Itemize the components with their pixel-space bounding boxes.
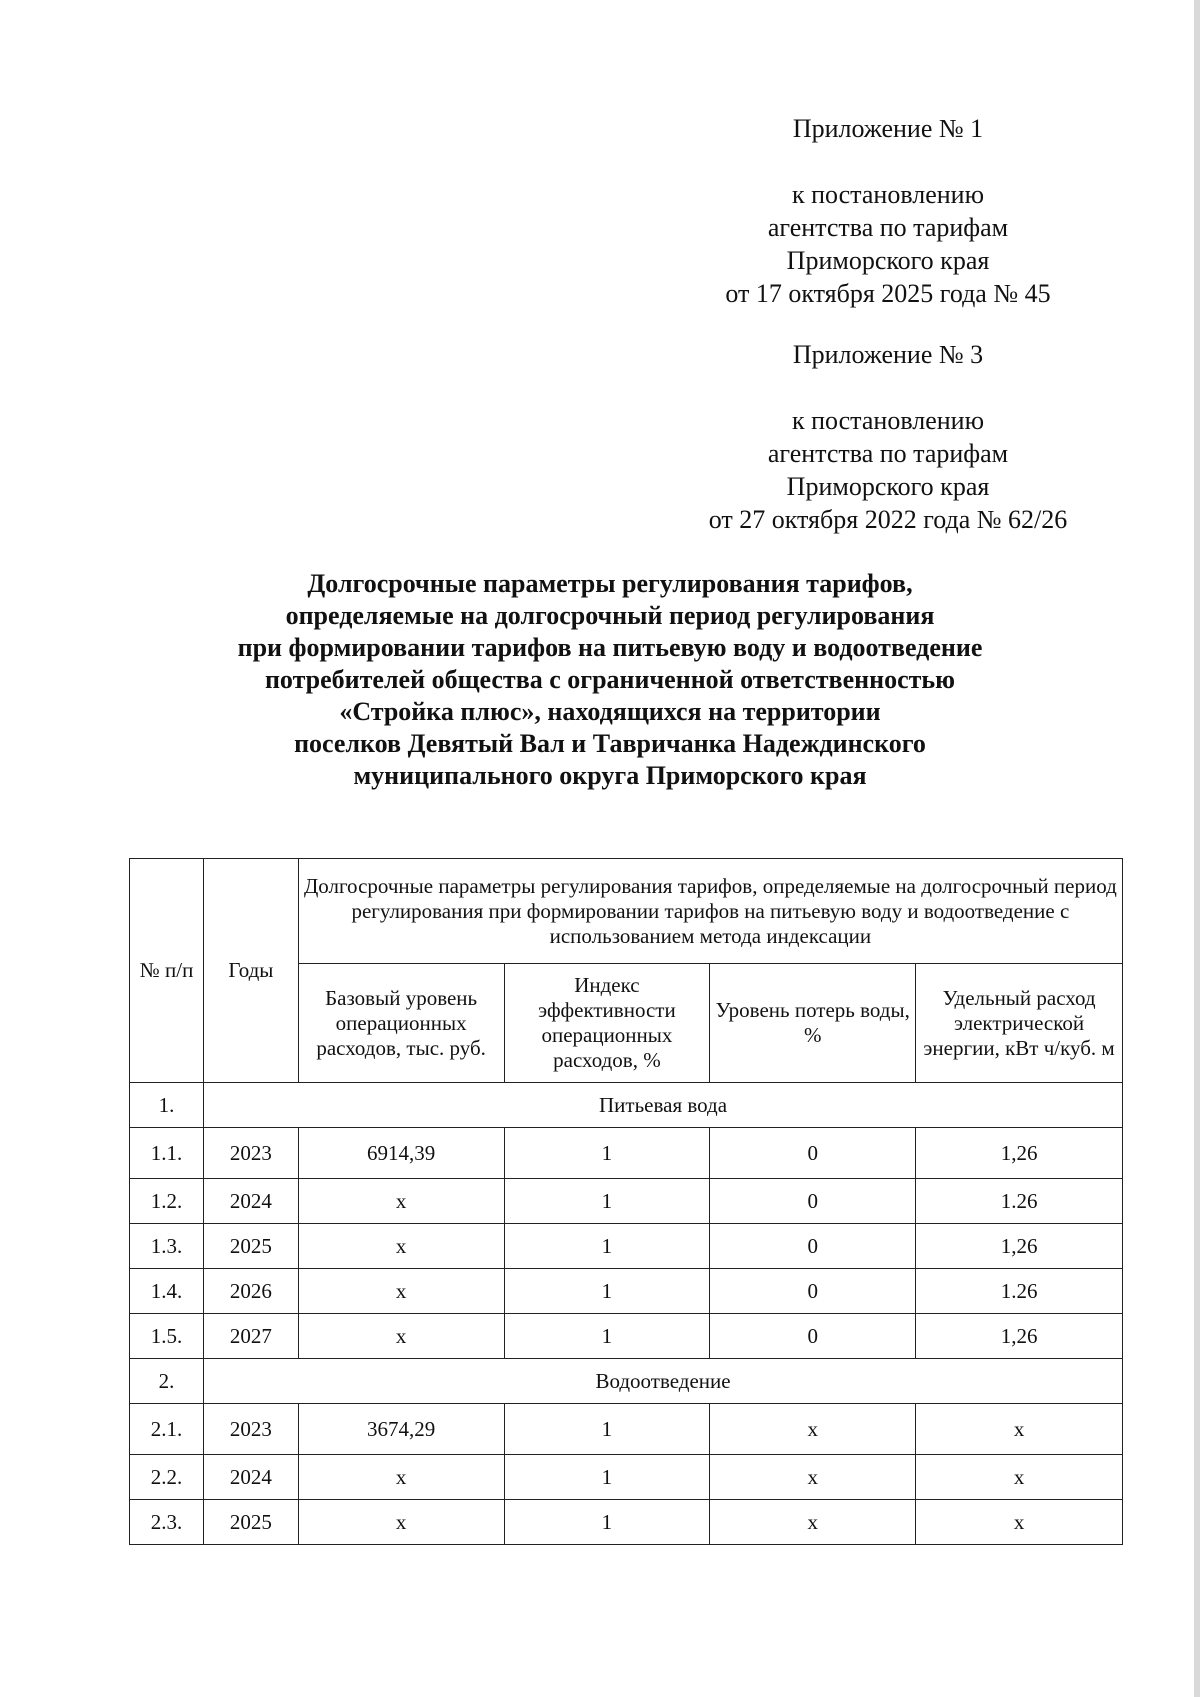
- section-label: Водоотведение: [204, 1359, 1123, 1404]
- cell-number: 2.2.: [130, 1455, 204, 1500]
- section-number: 2.: [130, 1359, 204, 1404]
- cell-efficiency-index: 1: [504, 1314, 710, 1359]
- table-row: [130, 1314, 1123, 1359]
- header-energy-consumption: Удельный расход электрической энергии, кВт ч/куб. м: [916, 964, 1123, 1083]
- cell-number: 1.1.: [130, 1128, 204, 1179]
- title-line: поселков Девятый Вал и Тавричанка Надеждинского: [294, 729, 926, 758]
- cell-year: 2024: [204, 1179, 299, 1224]
- title-line: определяемые на долгосрочный период регулирования: [285, 601, 935, 630]
- cell-efficiency-index: 1: [504, 1500, 710, 1545]
- cell-number: 2.1.: [130, 1404, 204, 1455]
- title-line: при формировании тарифов на питьевую воду и водоотведение: [237, 633, 983, 662]
- cell-efficiency-index: 1: [504, 1455, 710, 1500]
- cell-number: 1.5.: [130, 1314, 204, 1359]
- header-base-opex: Базовый уровень операционных расходов, тыс. руб.: [298, 964, 504, 1083]
- table-row: [130, 1500, 1123, 1545]
- cell-base-opex: х: [298, 1179, 504, 1224]
- header-water-loss: Уровень потерь воды, %: [710, 964, 916, 1083]
- table-row: [130, 1455, 1123, 1500]
- cell-number: 1.2.: [130, 1179, 204, 1224]
- cell-year: 2023: [204, 1128, 299, 1179]
- annex-1-line: агентства по тарифам: [767, 213, 1009, 242]
- table-row: [130, 1128, 1123, 1179]
- title-line: муниципального округа Приморского края: [353, 761, 867, 790]
- header-number: № п/п: [130, 859, 204, 1083]
- annex-3-date: от 27 октября 2022 года № 62/26: [708, 505, 1068, 534]
- cell-number: 1.4.: [130, 1269, 204, 1314]
- section-row: [130, 1083, 1123, 1128]
- cell-year: 2023: [204, 1404, 299, 1455]
- cell-energy-consumption: 1.26: [916, 1179, 1123, 1224]
- cell-year: 2026: [204, 1269, 299, 1314]
- cell-water-loss: 0: [710, 1314, 916, 1359]
- annex-1-title: Приложение № 1: [792, 114, 984, 143]
- cell-year: 2024: [204, 1455, 299, 1500]
- annex-3-line: агентства по тарифам: [767, 439, 1009, 468]
- cell-efficiency-index: 1: [504, 1179, 710, 1224]
- cell-efficiency-index: 1: [504, 1224, 710, 1269]
- cell-base-opex: 3674,29: [298, 1404, 504, 1455]
- cell-energy-consumption: х: [916, 1455, 1123, 1500]
- annex-3-block: [658, 338, 1118, 536]
- cell-energy-consumption: 1,26: [916, 1128, 1123, 1179]
- title-line: «Стройка плюс», находящихся на территории: [339, 697, 881, 726]
- annex-3-title: Приложение № 3: [792, 340, 984, 369]
- cell-water-loss: 0: [710, 1269, 916, 1314]
- cell-efficiency-index: 1: [504, 1269, 710, 1314]
- cell-water-loss: 0: [710, 1128, 916, 1179]
- page-edge-shadow: [1194, 0, 1200, 1697]
- table-row: [130, 1269, 1123, 1314]
- cell-number: 2.3.: [130, 1500, 204, 1545]
- cell-year: 2027: [204, 1314, 299, 1359]
- cell-water-loss: 0: [710, 1224, 916, 1269]
- cell-base-opex: х: [298, 1314, 504, 1359]
- cell-energy-consumption: 1,26: [916, 1224, 1123, 1269]
- cell-energy-consumption: х: [916, 1500, 1123, 1545]
- parameters-table: [129, 858, 1123, 1545]
- document-title: [110, 568, 1110, 792]
- header-year: Годы: [204, 859, 299, 1083]
- table-row: [130, 1404, 1123, 1455]
- cell-water-loss: х: [710, 1455, 916, 1500]
- cell-energy-consumption: 1.26: [916, 1269, 1123, 1314]
- cell-water-loss: х: [710, 1404, 916, 1455]
- title-line: Долгосрочные параметры регулирования тарифов,: [307, 569, 913, 598]
- section-number: 1.: [130, 1083, 204, 1128]
- header-efficiency-index: Индекс эффективности операционных расходов, %: [504, 964, 710, 1083]
- title-line: потребителей общества с ограниченной ответственностью: [264, 665, 956, 694]
- header-group: Долгосрочные параметры регулирования тарифов, определяемые на долгосрочный период регулирования при формировании тарифов на питьевую воду и водоотведение с использованием метода индексации: [298, 859, 1122, 964]
- cell-efficiency-index: 1: [504, 1128, 710, 1179]
- section-row: [130, 1359, 1123, 1404]
- annex-1-block: [658, 112, 1118, 310]
- section-label: Питьевая вода: [204, 1083, 1123, 1128]
- cell-base-opex: х: [298, 1500, 504, 1545]
- cell-base-opex: х: [298, 1455, 504, 1500]
- cell-water-loss: 0: [710, 1179, 916, 1224]
- cell-year: 2025: [204, 1500, 299, 1545]
- cell-base-opex: х: [298, 1224, 504, 1269]
- table-row: [130, 1179, 1123, 1224]
- table-row: [130, 1224, 1123, 1269]
- cell-base-opex: 6914,39: [298, 1128, 504, 1179]
- annex-1-date: от 17 октября 2025 года № 45: [725, 279, 1051, 308]
- cell-number: 1.3.: [130, 1224, 204, 1269]
- cell-energy-consumption: 1,26: [916, 1314, 1123, 1359]
- annex-1-line: Приморского края: [786, 246, 990, 275]
- cell-energy-consumption: х: [916, 1404, 1123, 1455]
- annex-3-line: к постановлению: [791, 406, 985, 435]
- cell-base-opex: х: [298, 1269, 504, 1314]
- cell-efficiency-index: 1: [504, 1404, 710, 1455]
- annex-3-line: Приморского края: [786, 472, 990, 501]
- cell-water-loss: х: [710, 1500, 916, 1545]
- cell-year: 2025: [204, 1224, 299, 1269]
- annex-1-line: к постановлению: [791, 180, 985, 209]
